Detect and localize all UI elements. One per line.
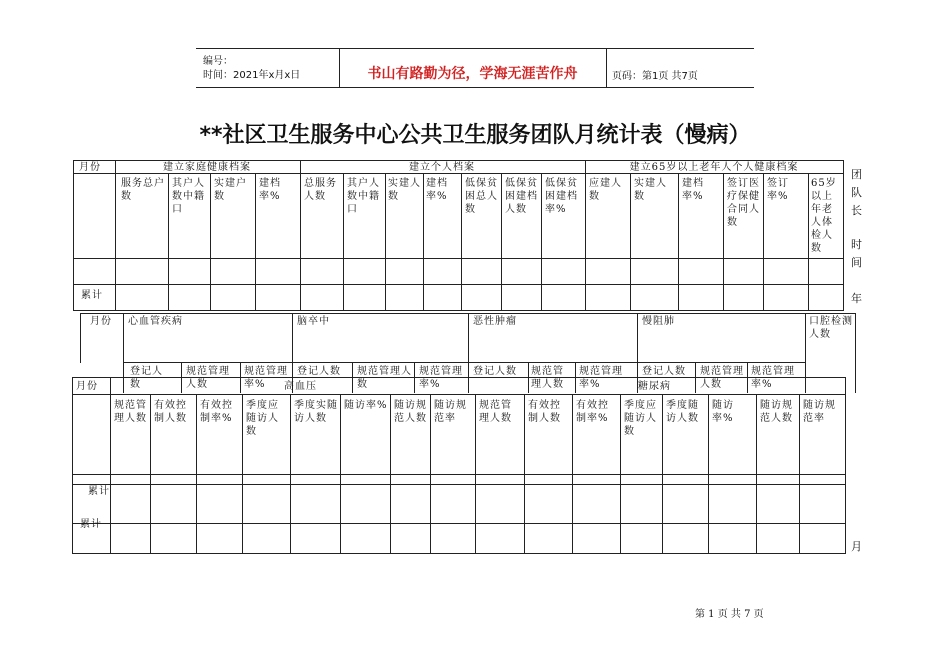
col-header: 65岁以上年老人体检人数 xyxy=(811,178,837,254)
col-header: 随访规范率 xyxy=(434,400,467,424)
group-cancer: 恶性肿瘤 xyxy=(473,316,517,327)
month-side-label: 月 xyxy=(851,540,862,553)
col-header: 规范管理人数 xyxy=(479,400,512,424)
col-header: 随访规范人数 xyxy=(394,400,427,424)
col-header: 规范管理人数 xyxy=(114,400,147,424)
col-header: 低保贫困总人数 xyxy=(465,178,498,215)
col-header: 实建户数 xyxy=(214,178,247,202)
col-header: 随访率% xyxy=(712,400,734,424)
col-header: 其户人数中籍口 xyxy=(172,178,205,215)
col-header: 季度随访人数 xyxy=(666,400,699,424)
col-header: 签订医疗保健合同人数 xyxy=(727,178,760,228)
col-header: 随访率% xyxy=(344,400,388,411)
col-header: 规范管理率% xyxy=(244,366,288,390)
col-header: 随访规范人数 xyxy=(760,400,793,424)
group-oral: 口腔检测人数 xyxy=(809,316,853,340)
time-label: 时间：2021年x月x日 xyxy=(203,70,301,81)
hypertension-label: 高血压 xyxy=(284,381,317,392)
col-header: 实建人数 xyxy=(634,178,667,202)
month-header: 月份 xyxy=(90,316,112,327)
page-footer: 第 1 页 共 7 页 xyxy=(695,609,764,620)
cumulative-label: 累计 xyxy=(80,519,102,530)
col-header: 规范管理率% xyxy=(419,366,463,390)
serial-label: 编号： xyxy=(203,56,233,67)
col-header: 有效控制率% xyxy=(576,400,609,424)
team-leader-label: 团队长 xyxy=(851,168,862,217)
table-household-records xyxy=(73,160,843,312)
col-header: 建档率% xyxy=(682,178,704,202)
col-header: 签订率% xyxy=(767,178,789,202)
col-header: 登记人数 xyxy=(642,366,686,377)
col-header: 规范管理率% xyxy=(751,366,795,390)
month-header: 月份 xyxy=(79,162,101,173)
diabetes-label: 糖尿病 xyxy=(638,381,671,392)
col-header: 应建人数 xyxy=(589,178,622,202)
col-header: 季度应随访人数 xyxy=(246,400,279,437)
col-header: 登记人数 xyxy=(297,366,341,377)
col-header: 其户人数中籍口 xyxy=(347,178,380,215)
col-header: 服务总户数 xyxy=(121,178,165,202)
col-header: 低保贫困建档人数 xyxy=(505,178,538,215)
time-side-label: 时间 xyxy=(851,238,862,269)
table-hypertension-diabetes xyxy=(72,377,845,555)
page-label: 页码：第1页 共7页 xyxy=(612,71,698,82)
col-header: 随访规范率 xyxy=(803,400,836,424)
col-header: 季度应随访人数 xyxy=(624,400,657,437)
month-header: 月份 xyxy=(76,381,98,392)
col-header: 规范管理人数 xyxy=(531,366,564,390)
col-header: 有效控制人数 xyxy=(528,400,561,424)
year-side-label: 年 xyxy=(851,292,862,305)
col-header: 有效控制人数 xyxy=(154,400,187,424)
col-header: 建档率% xyxy=(426,178,448,202)
page-title: **社区卫生服务中心公共卫生服务团队月统计表（慢病） xyxy=(199,123,751,148)
col-header: 规范管理人数 xyxy=(357,366,412,390)
cumulative-label: 累计 xyxy=(88,486,110,497)
group-household: 建立家庭健康档案 xyxy=(163,162,251,173)
col-header: 规范管理率% xyxy=(579,366,623,390)
col-header: 实建人数 xyxy=(388,178,421,202)
col-header: 规范管理人数 xyxy=(186,366,230,390)
col-header: 总服务人数 xyxy=(304,178,337,202)
col-header: 建档率% xyxy=(259,178,281,202)
group-cardiovascular: 心血管疾病 xyxy=(128,316,183,327)
col-header: 登记人数 xyxy=(130,366,163,390)
cumulative-label: 累计 xyxy=(81,290,103,301)
group-personal: 建立个人档案 xyxy=(409,162,475,173)
col-header: 登记人数 xyxy=(473,366,517,377)
col-header: 规范管理人数 xyxy=(700,366,744,390)
col-header: 有效控制率% xyxy=(200,400,233,424)
motto: 书山有路勤为径，学海无涯苦作舟 xyxy=(367,66,578,82)
group-elderly: 建立65岁以上老年人个人健康档案 xyxy=(629,162,799,173)
col-header: 季度实随访人数 xyxy=(294,400,338,424)
group-copd: 慢阻肺 xyxy=(642,316,675,327)
col-header: 低保贫困建档率% xyxy=(545,178,578,215)
group-stroke: 脑卒中 xyxy=(297,316,330,327)
